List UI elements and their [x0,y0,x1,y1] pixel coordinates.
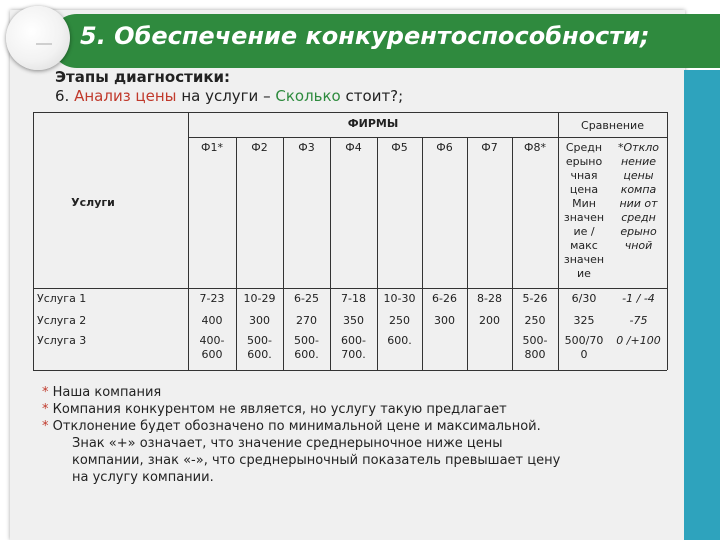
table-line-col [467,137,468,370]
note-2: * Компания конкурентом не является, но услугу такую предлагает [42,402,507,417]
header-compare: Сравнение [581,119,644,132]
decorative-circle [6,6,70,70]
firm-header: Ф7 [481,141,498,154]
price-cell: 500- 800 [522,334,548,361]
note-4: Знак «+» означает, что значение среднерыночное ниже цены [72,436,503,451]
stages-heading: Этапы диагностики: [55,68,231,86]
stage-number: 6. [55,87,70,105]
price-cell: 250 [524,314,546,327]
footnotes [42,384,560,486]
service-name: Услуга 1 [37,292,87,305]
note-5: компании, знак «-», что среднерыночный показатель превышает цену [72,453,561,468]
price-cell: 500- 600. [294,334,319,361]
stage-red-text: Анализ цены [74,87,177,105]
table-border-top [33,112,667,113]
price-cell: 350 [343,314,364,327]
note-1: * Наша компания [42,385,162,400]
price-cell: 400 [201,314,223,327]
firm-header: Ф2 [251,141,268,154]
price-cell: 600. [387,334,412,347]
price-cell: 5-26 [522,292,548,305]
price-cell: 10-29 [243,292,276,305]
price-cell: 600- 700. [341,334,366,361]
accent-bar [684,70,720,540]
stage-mid-text: на услуги – [181,87,271,105]
stage-green-text: Сколько [275,87,341,105]
firm-header: Ф5 [391,141,408,154]
price-cell: 7-18 [341,292,366,305]
avg-price-cell: 6/30 [571,292,597,305]
price-cell: 500- 600. [247,334,272,361]
price-cell: 6-26 [432,292,457,305]
table-line-header [188,137,667,138]
slide-title: 5. Обеспечение конкурентоспособности; [80,22,650,50]
table-border-left [33,112,34,370]
service-name: Услуга 2 [37,314,87,327]
table-border-right [667,112,668,370]
price-cell: 300 [434,314,455,327]
deviation-cell: -1 / -4 [622,292,655,305]
stage-line [55,87,403,105]
stage-end-text: стоит?; [345,87,404,105]
avg-price-cell: 500/70 0 [564,334,604,361]
deviation-header: *Откло нение цены компа нии от средн ерыно чной [618,141,659,252]
firm-header: Ф3 [298,141,315,154]
price-cell: 6-25 [294,292,319,305]
price-cell: 300 [249,314,270,327]
price-cell: 8-28 [477,292,502,305]
header-services: Услуги [71,196,115,209]
price-cell: 400- 600 [199,334,225,361]
table-line-body [33,288,667,289]
header-firms: ФИРМЫ [347,117,399,130]
price-cell: 270 [296,314,317,327]
table-line-col [422,137,423,370]
deviation-cell: 0 /+100 [616,334,661,347]
note-3: * Отклонение будет обозначено по минимальной цене и максимальной. [42,419,541,434]
avg-price-cell: 325 [573,314,595,327]
price-cell: 250 [389,314,410,327]
price-cell: 10-30 [383,292,416,305]
firm-header: Ф8* [524,141,546,154]
deviation-cell: -75 [629,314,648,327]
price-cell: 7-23 [199,292,225,305]
table-border-bottom [33,370,667,371]
firm-header: Ф1* [201,141,223,154]
firm-header: Ф6 [436,141,453,154]
firm-header: Ф4 [345,141,362,154]
price-cell: 200 [479,314,500,327]
avg-price-header: Средн ерыно чная цена Мин значен ие / макс значен ие [563,141,605,280]
service-name: Услуга 3 [37,334,87,347]
note-6: на услугу компании. [72,470,214,485]
